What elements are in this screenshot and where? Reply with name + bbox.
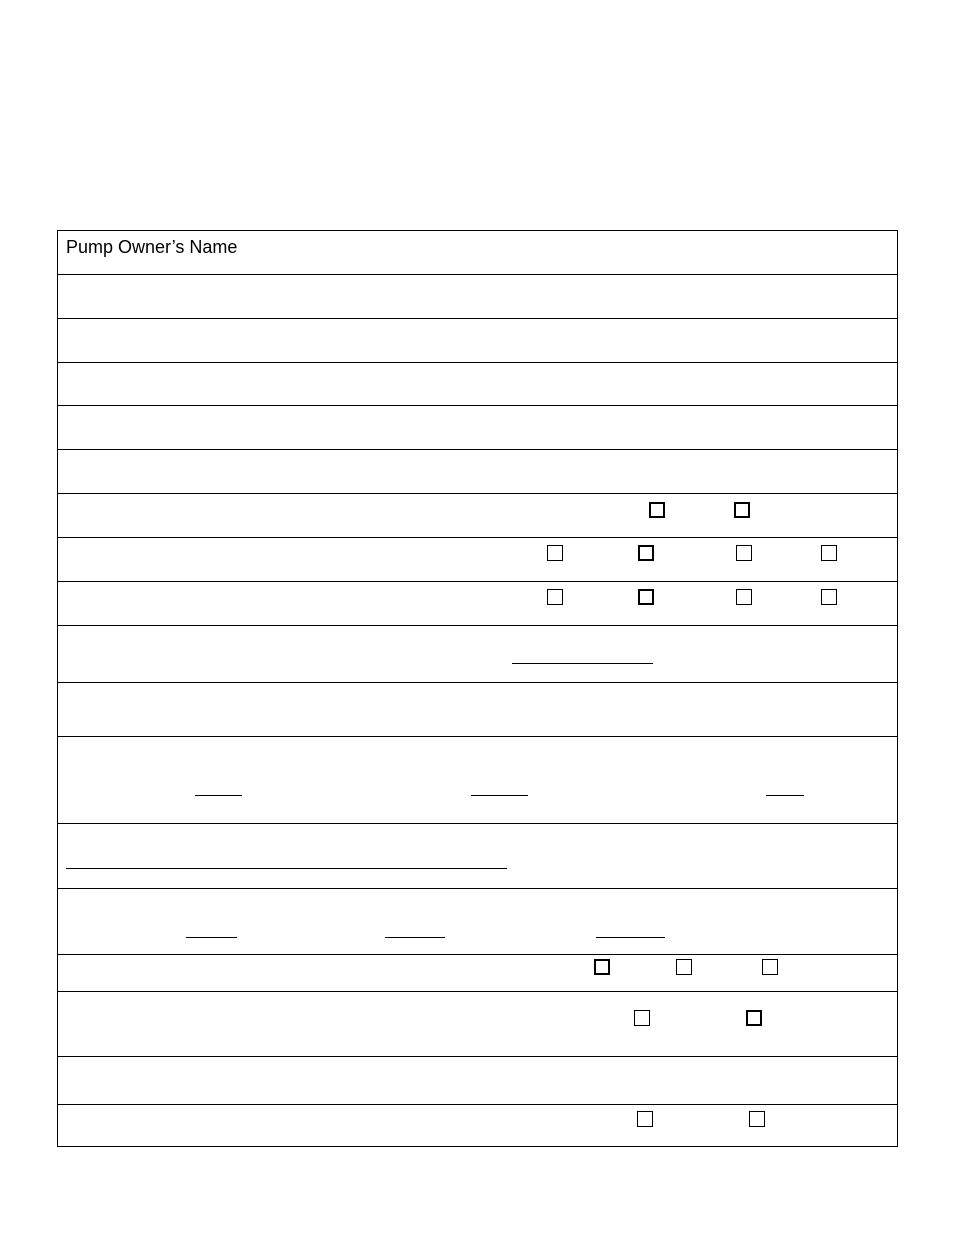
form-row-6[interactable] xyxy=(58,450,897,494)
row-16-checkbox-2[interactable] xyxy=(746,1010,762,1026)
form-row-4[interactable] xyxy=(58,363,897,406)
row-15-checkbox-1[interactable] xyxy=(594,959,610,975)
row-12-blank-line-3[interactable] xyxy=(766,795,804,796)
row-8-checkbox-1[interactable] xyxy=(547,545,563,561)
form-row-11[interactable] xyxy=(58,683,897,737)
form-row-10 xyxy=(58,626,897,683)
row-14-blank-line-1[interactable] xyxy=(186,937,237,938)
form-row-17[interactable] xyxy=(58,1057,897,1105)
row-18-checkbox-2[interactable] xyxy=(749,1111,765,1127)
row-12-blank-line-1[interactable] xyxy=(195,795,242,796)
form-row-12 xyxy=(58,737,897,824)
form-row-pump-owner-name xyxy=(58,231,897,275)
row-9-checkbox-2[interactable] xyxy=(638,589,654,605)
form-row-8 xyxy=(58,538,897,582)
row-12-blank-line-2[interactable] xyxy=(471,795,528,796)
row-9-checkbox-1[interactable] xyxy=(547,589,563,605)
form-row-14 xyxy=(58,889,897,955)
row-15-checkbox-2[interactable] xyxy=(676,959,692,975)
form-row-18 xyxy=(58,1105,897,1146)
form-row-15 xyxy=(58,955,897,992)
form-row-7 xyxy=(58,494,897,538)
pump-form-table xyxy=(57,230,898,1147)
form-row-2[interactable] xyxy=(58,275,897,319)
row-18-checkbox-1[interactable] xyxy=(637,1111,653,1127)
pump-owner-name-label: Pump Owner’s Name xyxy=(66,237,238,257)
row-8-checkbox-3[interactable] xyxy=(736,545,752,561)
form-row-9 xyxy=(58,582,897,626)
row-9-checkbox-3[interactable] xyxy=(736,589,752,605)
row-8-checkbox-2[interactable] xyxy=(638,545,654,561)
row-8-checkbox-4[interactable] xyxy=(821,545,837,561)
row-10-blank-line[interactable] xyxy=(512,663,653,664)
row-13-blank-line[interactable] xyxy=(66,868,507,869)
row-14-blank-line-3[interactable] xyxy=(596,937,665,938)
form-row-3[interactable] xyxy=(58,319,897,363)
row-15-checkbox-3[interactable] xyxy=(762,959,778,975)
row-14-blank-line-2[interactable] xyxy=(385,937,445,938)
row-7-checkbox-2[interactable] xyxy=(734,502,750,518)
row-16-checkbox-1[interactable] xyxy=(634,1010,650,1026)
row-7-checkbox-1[interactable] xyxy=(649,502,665,518)
row-9-checkbox-4[interactable] xyxy=(821,589,837,605)
form-row-13 xyxy=(58,824,897,889)
form-row-5[interactable] xyxy=(58,406,897,450)
form-row-16 xyxy=(58,992,897,1057)
